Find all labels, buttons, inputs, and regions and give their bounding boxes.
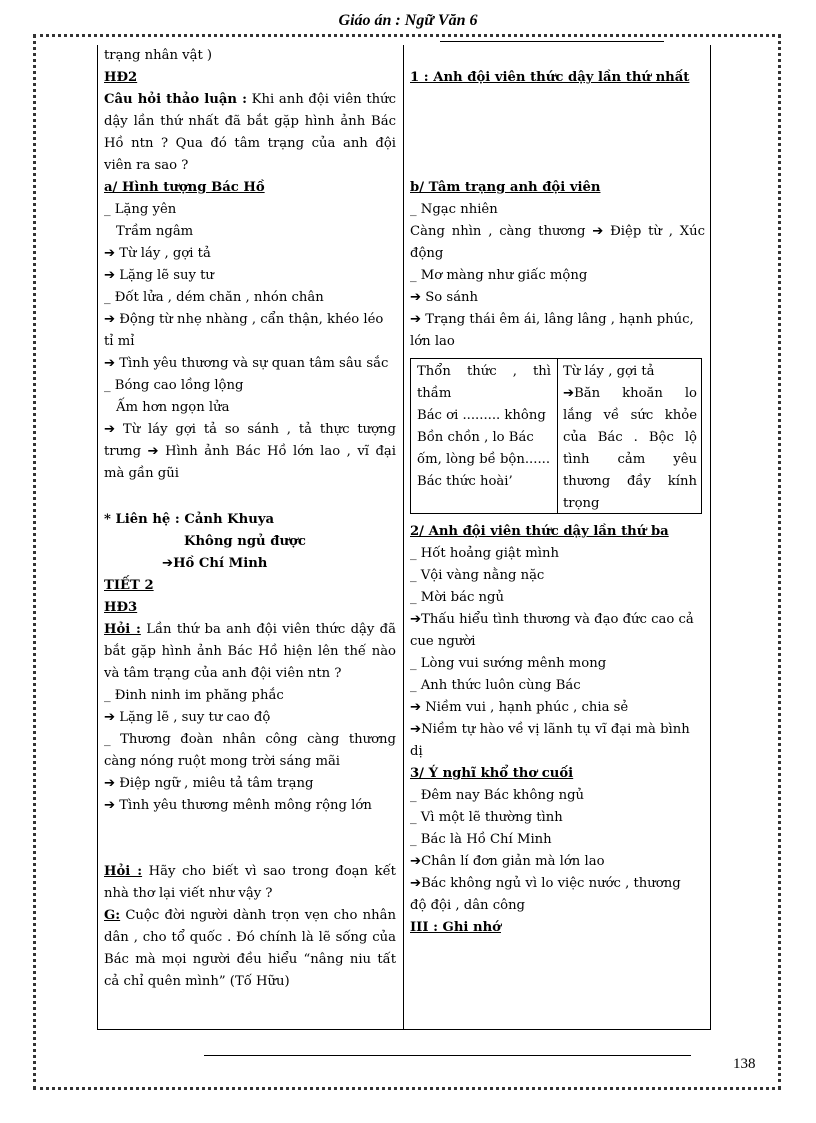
inner-comparison-table bbox=[410, 358, 702, 514]
left-line: mà gần gũi bbox=[104, 466, 179, 481]
arrow-icon: ➔ bbox=[410, 876, 422, 891]
right-line: _ Đêm nay Bác không ngủ bbox=[410, 788, 585, 803]
left-line: trưng bbox=[104, 444, 142, 459]
right-line: cue người bbox=[410, 634, 476, 649]
arrow-icon: ➔ bbox=[410, 700, 422, 715]
left-line: càng nóng ruột mong trời sáng mãi bbox=[104, 754, 341, 769]
arrow-icon: ➔ bbox=[104, 268, 116, 283]
inner-line: Bác ơi ......... không bbox=[417, 408, 546, 423]
left-line: dân , cho tổ quốc . Đó chính là lẽ sống của bbox=[104, 930, 396, 945]
arrow-icon: ➔ bbox=[104, 312, 116, 327]
hd3-heading: HĐ3 bbox=[104, 600, 138, 615]
lesson-table bbox=[97, 45, 711, 1030]
inner-left-cell bbox=[417, 361, 551, 493]
right-line: So sánh bbox=[425, 290, 479, 305]
left-line: bắt gặp hình ảnh Bác Hồ hiện lên thế nào bbox=[104, 644, 396, 659]
inner-line: lắng về sức khỏe bbox=[563, 408, 697, 423]
right-line: _ Lòng vui sướng mênh mong bbox=[410, 656, 607, 671]
column-divider bbox=[403, 45, 404, 1029]
inner-line: ốm, lòng bề bộn...... bbox=[417, 452, 551, 467]
arrow-icon: ➔ bbox=[592, 224, 604, 239]
arrow-icon: ➔ bbox=[410, 290, 422, 305]
right-line: Niềm tự hào về vị lãnh tụ vĩ đại mà bình bbox=[421, 722, 690, 737]
left-line: viên ra sao ? bbox=[104, 158, 189, 173]
left-line: cả chỉ quên mình” (Tố Hữu) bbox=[104, 974, 290, 989]
section-b-heading: b/ Tâm trạng anh đội viên bbox=[410, 180, 601, 195]
left-line: Hình ảnh Bác Hồ lớn lao , vĩ đại bbox=[165, 444, 396, 459]
lien-he-line: * Liên hệ : Cảnh Khuya bbox=[104, 512, 275, 527]
right-line: dị bbox=[410, 744, 423, 759]
right-line: _ Mời bác ngủ bbox=[410, 590, 504, 605]
left-line: Tình yêu thương và sự quan tâm sâu sắc bbox=[119, 356, 389, 371]
inner-line: trọng bbox=[563, 496, 600, 511]
left-line: _ Bóng cao lồng lộng bbox=[104, 378, 244, 393]
left-line: và tâm trạng của anh đội viên ntn ? bbox=[104, 666, 342, 681]
right-line: lớn lao bbox=[410, 334, 455, 349]
inner-line: tình cảm yêu bbox=[563, 452, 697, 467]
left-line: Động từ nhẹ nhàng , cẩn thận, khéo léo bbox=[119, 312, 384, 327]
left-line: Từ láy , gợi tả bbox=[119, 246, 211, 261]
right-line: động bbox=[410, 246, 444, 261]
arrow-icon: ➔ bbox=[104, 246, 116, 261]
left-line: tỉ mỉ bbox=[104, 334, 135, 349]
arrow-icon: ➔ bbox=[104, 710, 116, 725]
right-line: _ Bác là Hồ Chí Minh bbox=[410, 832, 552, 847]
arrow-icon: ➔ bbox=[104, 422, 116, 437]
left-line: _ Đốt lửa , dém chăn , nhón chân bbox=[104, 290, 324, 305]
left-line: Tình yêu thương mênh mông rộng lớn bbox=[119, 798, 372, 813]
right-line: Thấu hiểu tình thương và đạo đức cao cả bbox=[421, 612, 694, 627]
right-line: _ Anh thức luôn cùng Bác bbox=[410, 678, 581, 693]
right-line: _ Vội vàng nằng nặc bbox=[410, 568, 545, 583]
left-line: Điệp ngữ , miêu tả tâm trạng bbox=[119, 776, 314, 791]
left-line: _ Đinh ninh im phăng phắc bbox=[104, 688, 284, 703]
page-header-title: Giáo án : Ngữ Văn 6 bbox=[338, 12, 478, 29]
inner-line: Bác thức hoài’ bbox=[417, 474, 513, 489]
inner-line: Băn khoăn lo bbox=[574, 386, 697, 401]
left-line: Từ láy gợi tả so sánh , tả thực tượng bbox=[122, 422, 396, 437]
arrow-icon: ➔ bbox=[147, 444, 159, 459]
right-line: Bác không ngủ vì lo việc nước , thương bbox=[421, 876, 681, 891]
footer-rule bbox=[204, 1055, 691, 1056]
right-line: độ đội , dân công bbox=[410, 898, 525, 913]
arrow-icon: ➔ bbox=[104, 798, 116, 813]
right-line: Trạng thái êm ái, lâng lâng , hạnh phúc, bbox=[425, 312, 694, 327]
hoi-label: Hỏi : bbox=[104, 864, 143, 879]
right-line: Càng nhìn , càng thương bbox=[410, 224, 586, 239]
arrow-icon: ➔ bbox=[410, 612, 422, 627]
left-line: dậy lần thứ nhất đã bắt gặp hình ảnh Bác bbox=[104, 114, 396, 129]
section-a-heading: a/ Hình tượng Bác Hồ bbox=[104, 180, 265, 195]
arrow-icon: ➔ bbox=[162, 556, 174, 571]
section-3-heading: 3/ Ý nghĩ khổ thơ cuối bbox=[410, 766, 574, 781]
left-line: Khi anh đội viên thức bbox=[251, 92, 396, 107]
section-2-heading: 2/ Anh đội viên thức dậy lần thứ ba bbox=[410, 524, 669, 539]
left-line: Trầm ngâm bbox=[116, 224, 194, 239]
left-line: Hồ ntn ? Qua đó tâm trạng của anh đội bbox=[104, 136, 396, 151]
lien-he-line: Không ngủ được bbox=[184, 534, 306, 549]
left-line: Cuộc đời người dành trọn vẹn cho nhân bbox=[125, 908, 396, 923]
left-column bbox=[104, 45, 396, 993]
right-line: _ Vì một lẽ thường tình bbox=[410, 810, 563, 825]
left-line: _ Lặng yên bbox=[104, 202, 177, 217]
arrow-icon: ➔ bbox=[104, 356, 116, 371]
arrow-icon: ➔ bbox=[563, 386, 575, 401]
left-line: nhà thơ lại viết như vậy ? bbox=[104, 886, 273, 901]
right-line: _ Hốt hoảng giật mình bbox=[410, 546, 559, 561]
page-number: 138 bbox=[733, 1056, 756, 1072]
inner-line: thầm bbox=[417, 386, 452, 401]
question-label: Câu hỏi thảo luận : bbox=[104, 92, 247, 107]
right-line: Niềm vui , hạnh phúc , chia sẻ bbox=[425, 700, 629, 715]
inner-line: Từ láy , gợi tả bbox=[563, 364, 655, 379]
right-line: Điệp từ , Xúc bbox=[610, 224, 705, 239]
hd2-heading: HĐ2 bbox=[104, 70, 138, 85]
inner-line: của Bác . Bộc lộ bbox=[563, 430, 697, 445]
left-line: trạng nhân vật ) bbox=[104, 48, 213, 63]
arrow-icon: ➔ bbox=[104, 776, 116, 791]
left-line: _ Thương đoàn nhân công càng thương bbox=[104, 732, 396, 747]
section-3-ghi-nho-heading: III : Ghi nhớ bbox=[410, 920, 501, 935]
right-line: _ Ngạc nhiên bbox=[410, 202, 498, 217]
right-line: _ Mơ màng như giấc mộng bbox=[410, 268, 588, 283]
lien-he-line: Hồ Chí Minh bbox=[173, 556, 268, 571]
left-line: Hãy cho biết vì sao trong đoạn kết bbox=[148, 864, 396, 879]
right-line: Chân lí đơn giản mà lớn lao bbox=[421, 854, 605, 869]
inner-right-cell bbox=[563, 361, 697, 515]
g-label: G: bbox=[104, 908, 121, 923]
left-line: Lặng lẽ suy tư bbox=[119, 268, 214, 283]
inner-line: Bồn chồn , lo Bác bbox=[417, 430, 534, 445]
inner-line: thương đầy kính bbox=[563, 474, 697, 489]
left-line: Lần thứ ba anh đội viên thức dậy đã bbox=[146, 622, 396, 637]
inner-divider bbox=[557, 359, 558, 513]
tiet2-heading: TIẾT 2 bbox=[104, 578, 154, 593]
section-1-heading: 1 : Anh đội viên thức dậy lần thứ nhất bbox=[410, 70, 690, 85]
left-line: Ấm hơn ngọn lửa bbox=[116, 400, 230, 415]
arrow-icon: ➔ bbox=[410, 722, 422, 737]
inner-line: Thổn thức , thì bbox=[417, 364, 551, 379]
arrow-icon: ➔ bbox=[410, 854, 422, 869]
arrow-icon: ➔ bbox=[410, 312, 422, 327]
left-line: Bác mà mọi người đều hiểu “nâng niu tất bbox=[104, 952, 396, 967]
hoi-label: Hỏi : bbox=[104, 622, 141, 637]
left-line: Lặng lẽ , suy tư cao độ bbox=[119, 710, 271, 725]
